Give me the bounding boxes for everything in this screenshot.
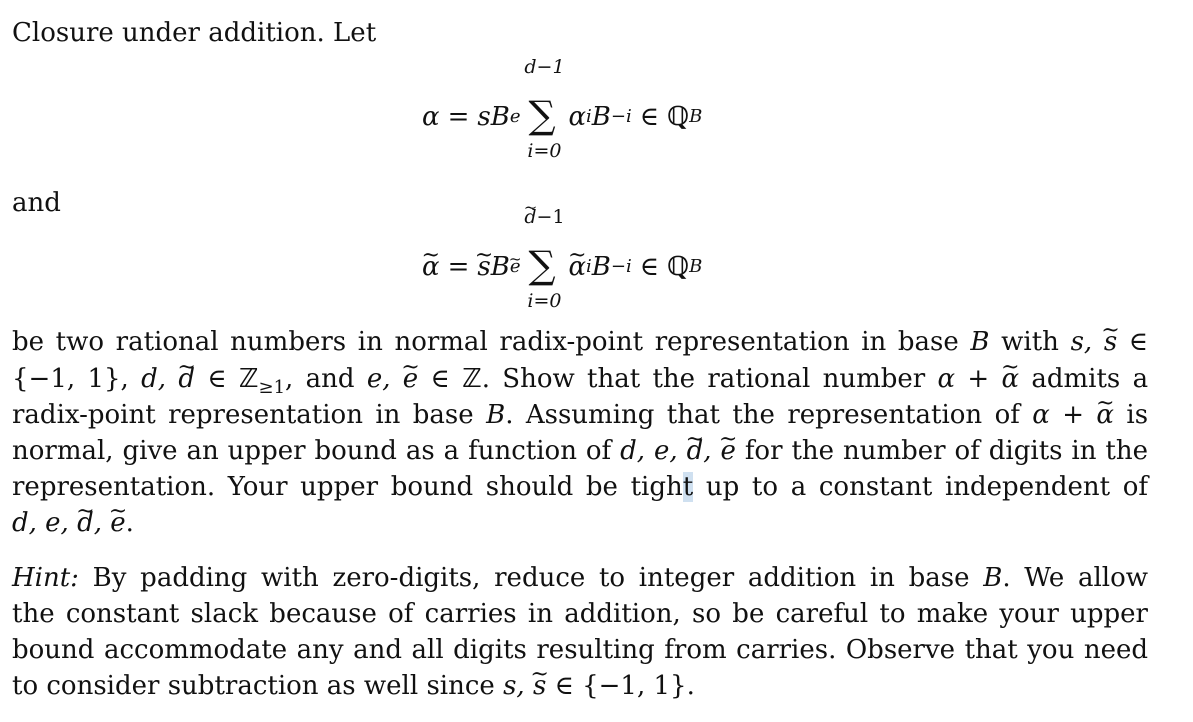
eq2-member: ∈ (639, 252, 659, 282)
heading-text: Closure under addition. Let (12, 18, 377, 48)
para-l2-Z2: ℤ (462, 364, 482, 394)
para-l2-Z: ℤ (238, 364, 259, 394)
eq2-sum-lower: i=0 (527, 290, 562, 312)
para-line-6 (12, 505, 134, 541)
eq2-sum-upper-d: d ~ (524, 205, 536, 229)
sum-symbol-icon: ∑ (528, 243, 556, 287)
para-l3-B: B (486, 400, 506, 430)
eq1-sum-upper: d−1 (524, 56, 565, 78)
text-cursor-highlight: t (682, 472, 694, 502)
eq1-base: B (591, 102, 611, 132)
eq1-factor: sB (477, 102, 510, 132)
hint-l4-set: {−1, 1} (582, 671, 687, 701)
eq2-set: ℚ (667, 252, 690, 282)
eq1-set: ℚ (667, 102, 690, 132)
hint-line-4 (12, 668, 695, 704)
equation-alpha-body: α = sB e d−1 ∑ i=0 α i B −i ∈ ℚ B (422, 56, 703, 162)
heading-line (12, 15, 376, 51)
equation-alpha (12, 56, 1148, 163)
para-l2-show: . Show that the rational number (481, 364, 926, 394)
hint-line-2 (12, 596, 1148, 632)
hint-l2-text: the constant slack because of carries in addition, so be careful to make your upper (12, 599, 1148, 629)
para-l2-e-tilde: e ~ (403, 361, 418, 397)
hint-label: Hint: (12, 563, 79, 593)
para-l1-s: s, (1070, 327, 1093, 357)
para-l4-comma: , (703, 436, 712, 466)
eq1-member: ∈ (639, 102, 659, 132)
para-l3-plus: + (1062, 400, 1085, 430)
para-line-2 (12, 361, 1148, 397)
eq2-lhs: α ~ (422, 249, 440, 285)
hint-l1-text: By padding with zero-digits, reduce to integer addition in base (92, 563, 970, 593)
sum-symbol-icon: ∑ (528, 93, 556, 137)
para-l2-in2: ∈ (430, 364, 450, 394)
para-l4-vars: d, e, (620, 436, 678, 466)
para-l6-e-tilde: e ~ (110, 505, 125, 541)
eq2-equals: = (447, 252, 470, 282)
para-line-4 (12, 433, 1148, 469)
eq1-sum-lower: i=0 (527, 140, 562, 162)
para-l4-text: normal, give an upper bound as a function of (12, 436, 612, 466)
hint-l4-text: to consider subtraction as well since (12, 671, 495, 701)
para-line-5 (12, 469, 1148, 505)
para-l2-admits: admits a (1031, 364, 1149, 394)
para-l5-tail: up to a constant independent of (705, 472, 1148, 502)
eq2-factor-s: s ~ (477, 249, 490, 285)
para-l4-digits: for the number of digits in the (744, 436, 1149, 466)
para-l1-with: with (1001, 327, 1059, 357)
eq2-summation (524, 206, 565, 312)
para-l2-plus: + (967, 364, 990, 394)
equation-alpha-tilde (12, 206, 1148, 313)
hint-l1-end: . We allow (1002, 563, 1149, 593)
para-l3-assuming: . Assuming that the representation of (505, 400, 1020, 430)
para-l2-set: {−1, 1}, (12, 364, 129, 394)
eq2-base: B (591, 252, 611, 282)
para-l3-text: radix-point representation in base (12, 400, 474, 430)
para-l2-Z-sub: ≥1 (258, 377, 286, 398)
para-l3-alpha: α (1032, 400, 1050, 430)
eq2-term: α ~ (568, 249, 586, 285)
para-l2-e: e, (366, 364, 391, 394)
document-page (12, 0, 1148, 722)
para-l6-d-tilde: d ~ (77, 505, 94, 541)
para-l3-is: is (1126, 400, 1149, 430)
hint-l4-s: s, (503, 671, 525, 701)
eq2-sum-upper (512, 205, 576, 229)
para-l6-end: . (125, 508, 134, 538)
para-l5-text: representation. Your upper bound should be tigh (12, 472, 683, 502)
para-l1-s-tilde: s ~ (1104, 324, 1117, 360)
hint-line-3 (12, 632, 1148, 668)
para-l6-comma: , (93, 508, 103, 538)
eq2-sum-upper-rest: −1 (536, 206, 565, 228)
hint-l4-s-tilde: s ~ (533, 668, 546, 704)
hint-l4-in: ∈ (554, 671, 574, 701)
para-l6-vars: d, e, (12, 508, 69, 538)
para-l2-and: , and (285, 364, 355, 394)
para-line-3 (12, 397, 1148, 433)
para-l1-B: B (970, 327, 990, 357)
para-l1-text: be two rational numbers in normal radix-point representation in base (12, 327, 959, 357)
hint-l4-end: . (686, 671, 695, 701)
eq2-factor-b: B (490, 252, 510, 282)
eq1-lhs: α (422, 102, 440, 132)
equation-alpha-tilde-body: α ~ = s ~ B e d ~−1 ∑ i=0 α ~ i B −i ∈ ℚ B (422, 249, 702, 285)
para-l3-alpha-tilde: α ~ (1096, 397, 1114, 433)
para-l2-alpha: α (937, 364, 956, 394)
eq1-term: α (568, 102, 587, 132)
para-l1-in: ∈ (1128, 327, 1149, 357)
para-l2-alpha-tilde: α ~ (1001, 361, 1019, 397)
connector-text: and (12, 188, 61, 218)
eq1-equals: = (447, 102, 470, 132)
hint-line-1 (12, 560, 1148, 596)
para-l2-d-tilde: d ~ (178, 361, 195, 397)
hint-l1-B: B (983, 563, 1003, 593)
eq1-summation (524, 56, 565, 162)
hint-l3-text: bound accommodate any and all digits resulting from carries. Observe that you need (12, 635, 1148, 665)
para-l2-in: ∈ (207, 364, 227, 394)
para-l2-d: d, (141, 364, 167, 394)
para-l4-d-tilde: d ~ (687, 433, 704, 469)
para-l4-e-tilde: e ~ (720, 433, 735, 469)
